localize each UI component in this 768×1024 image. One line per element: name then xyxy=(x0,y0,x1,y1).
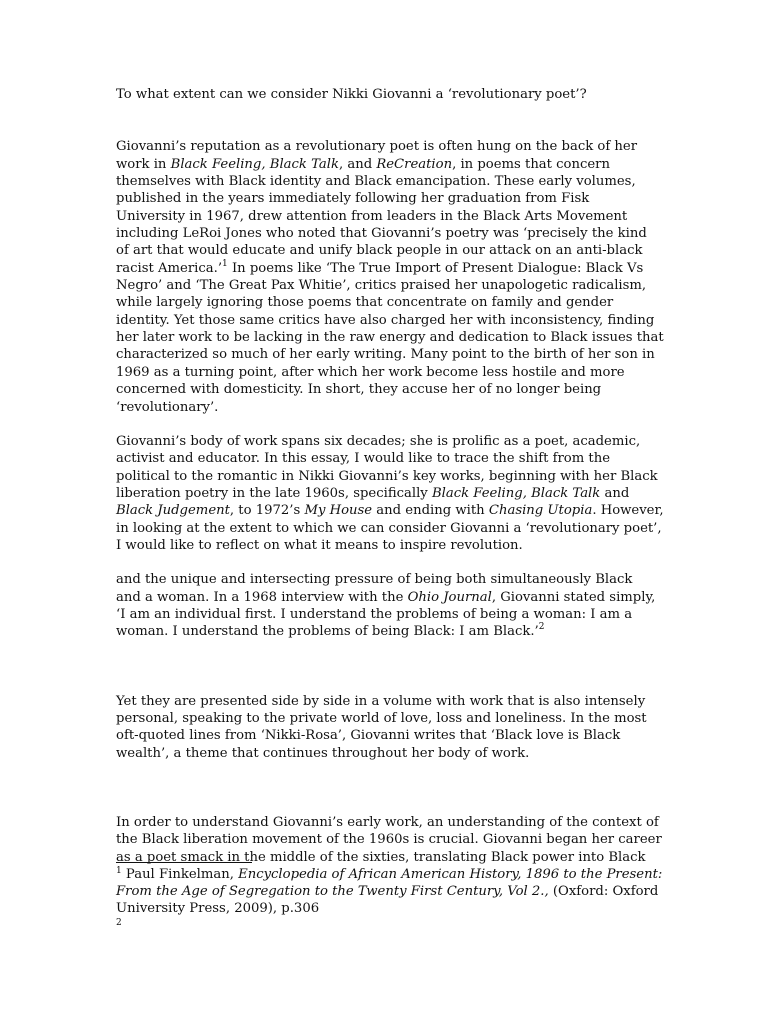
italic-title: Black Feeling, Black Talk xyxy=(170,156,339,172)
footnote-1-line-3: University Press, 2009), p.306 xyxy=(116,901,320,917)
footnote-reference[interactable]: 2 xyxy=(538,622,545,633)
text-line: liberation poetry in the late 1960s, specifically Black Feeling, Black Talk and xyxy=(116,485,630,501)
essay-title: To what extent can we consider Nikki Giovanni a ‘revolutionary poet’? xyxy=(116,87,587,102)
italic-title: ReCreation xyxy=(376,156,453,172)
text-line: published in the years immediately following her graduation from Fisk xyxy=(116,191,590,207)
text-line: while largely ignoring those poems that concentrate on family and gender xyxy=(116,295,614,311)
text-line: characterized so much of her early writing. Many point to the birth of her son in xyxy=(116,347,655,363)
text-line: Giovanni’s reputation as a revolutionary poet is often hung on the back of her xyxy=(116,139,638,155)
paragraph-2 xyxy=(116,433,664,554)
italic-title: Chasing Utopia xyxy=(488,503,593,519)
italic-title: Black Feeling, Black Talk xyxy=(431,485,601,501)
footnote-1-number: 1 xyxy=(116,866,122,876)
text-line: concerned with domesticity. In short, they accuse her of no longer being xyxy=(116,382,602,398)
footnote-1-line xyxy=(116,866,663,883)
paragraph-5 xyxy=(116,814,662,866)
text-line: ‘revolutionary’. xyxy=(116,399,219,415)
italic-title: Encyclopedia of African American History, 1896 to the Present: xyxy=(238,867,663,882)
text-line: in looking at the extent to which we can consider Giovanni a ‘revolutionary poet’, xyxy=(116,520,662,536)
text-line: as a poet smack in the middle of the sixties, translating Black power into Black xyxy=(116,849,646,865)
text-line: racist America.’$^1$ In poems like ‘The True Import of Present Dialogue: Black Vs xyxy=(116,258,644,276)
text-line: including LeRoi Jones who noted that Giovanni’s poetry was ‘precisely the kind xyxy=(116,226,647,242)
text-line: personal, speaking to the private world of love, loss and loneliness. In the most xyxy=(116,710,647,726)
document-body xyxy=(116,86,664,866)
text-line: work in Black Feeling, Black Talk, and ReCreation, in poems that concern xyxy=(116,156,610,172)
footnote-1-line-1: Paul Finkelman, Encyclopedia of African American History, 1896 to the Present: xyxy=(121,867,663,882)
text-line: Negro’ and ‘The Great Pax Whitie’, critics praised her unapologetic radicalism, xyxy=(116,278,647,294)
text-line: University in 1967, drew attention from leaders in the Black Arts Movement xyxy=(116,208,628,224)
paragraph-3 xyxy=(116,571,656,640)
text-line: her later work to be lacking in the raw energy and dedication to Black issues that xyxy=(116,330,664,346)
text-line: activist and educator. In this essay, I would like to trace the shift from the xyxy=(116,451,611,467)
italic-title: Ohio Journal xyxy=(407,589,492,605)
text-line: I would like to reflect on what it means to inspire revolution. xyxy=(116,537,523,553)
text-line: woman. I understand the problems of being Black: I am Black.’$^2$ xyxy=(116,622,545,640)
paragraph-4 xyxy=(116,693,656,762)
footnote-1 xyxy=(116,866,663,918)
italic-title: My House xyxy=(304,503,373,519)
footnote-1-line-2: From the Age of Segregation to the Twenty First Century, Vol 2., (Oxford: Oxford xyxy=(116,884,659,900)
text-line: the Black liberation movement of the 1960s is crucial. Giovanni began her career xyxy=(116,832,662,848)
paragraph-1 xyxy=(116,138,664,416)
text-line: In order to understand Giovanni’s early work, an understanding of the context of xyxy=(116,815,659,830)
italic-title: From the Age of Segregation to the Twenty First Century, Vol 2., xyxy=(116,884,549,900)
text-line: 1969 as a turning point, after which her work become less hostile and more xyxy=(116,364,625,380)
text-line: Giovanni’s body of work spans six decades; she is prolific as a poet, academic, xyxy=(116,433,641,449)
text-line: and the unique and intersecting pressure of being both simultaneously Black xyxy=(116,572,633,588)
footnote-reference[interactable]: 1 xyxy=(222,258,228,269)
text-line: wealth’, a theme that continues throughout her body of work. xyxy=(116,745,530,761)
text-line: identity. Yet those same critics have also charged her with inconsistency, finding xyxy=(116,312,655,328)
footnotes xyxy=(116,866,663,928)
text-line: political to the romantic in Nikki Giovanni’s key works, beginning with her Black xyxy=(116,468,658,484)
text-line: Black Judgement, to 1972’s My House and ending with Chasing Utopia. However, xyxy=(116,503,664,519)
footnote-2-number: 2 xyxy=(116,917,122,928)
footnote-separator xyxy=(116,862,252,863)
text-line: Yet they are presented side by side in a volume with work that is also intensely xyxy=(116,693,646,709)
text-line: themselves with Black identity and Black emancipation. These early volumes, xyxy=(116,174,636,190)
text-line: and a woman. In a 1968 interview with the Ohio Journal, Giovanni stated simply, xyxy=(116,589,656,605)
italic-title: Black Judgement xyxy=(116,503,230,519)
text-line: of art that would educate and unify black people in our attack on an anti-black xyxy=(116,243,643,259)
text-line: ‘I am an individual first. I understand the problems of being a woman: I am a xyxy=(116,606,633,622)
text-line: oft-quoted lines from ‘Nikki-Rosa’, Giovanni writes that ‘Black love is Black xyxy=(116,728,621,744)
